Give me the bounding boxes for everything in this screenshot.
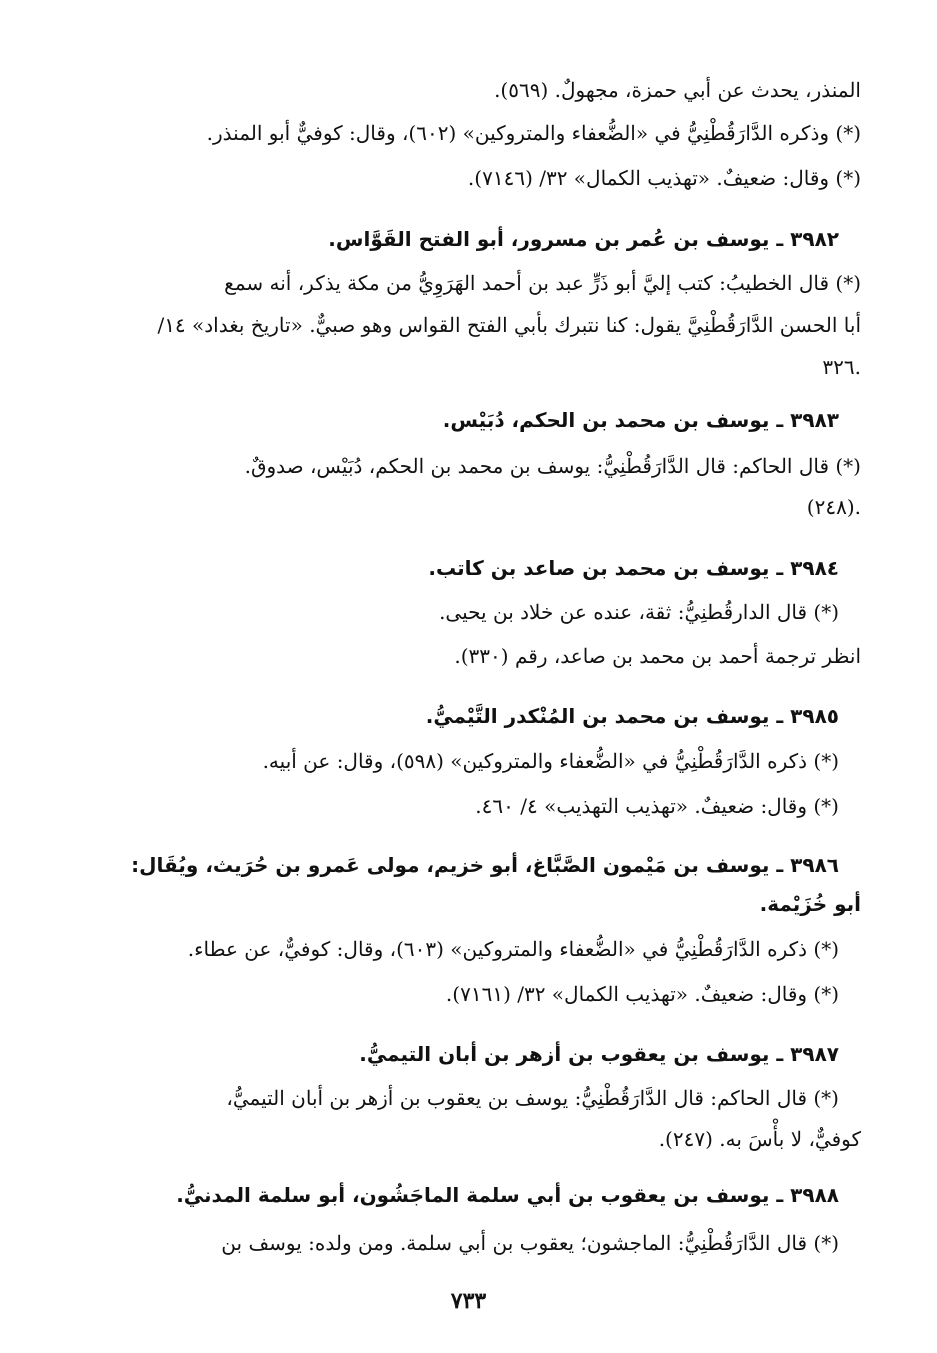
text-line: (*) وقال: ضعيفٌ. «تهذيب التهذيب» ٤/ ٤٦٠. — [475, 794, 839, 818]
text-line: (*) قال الحاكم: قال الدَّارَقُطْنِيُّ: يوسف بن محمد بن الحكم، دُبَيْس، صدوقٌ. — [244, 454, 861, 478]
text-line: (*) ذكره الدَّارَقُطْنِيُّ في «الضُّعفاء والمتروكين» (٥٩٨)، وقال: عن أبيه. — [262, 749, 839, 773]
entry-heading: أبو خُزَيْمة. — [759, 892, 861, 916]
text-line: (*) وقال: ضعيفٌ. «تهذيب الكمال» ٣٢/ (٧١٦١). — [445, 982, 839, 1006]
text-line: المنذر، يحدث عن أبي حمزة، مجهولٌ. (٥٦٩). — [494, 78, 861, 102]
text-line: (*) ذكره الدَّارَقُطْنِيُّ في «الضُّعفاء والمتروكين» (٦٠٣)، وقال: كوفيٌّ، عن عطاء. — [187, 937, 839, 961]
text-line: (*) وذكره الدَّارَقُطْنِيُّ في «الضُّعفاء والمتروكين» (٦٠٢)، وقال: كوفيٌّ أبو المنذر. — [206, 121, 861, 145]
entry-heading: ٣٩٨٢ ـ يوسف بن عُمر بن مسرور، أبو الفتح القَوَّاس. — [328, 227, 839, 251]
page-number: ٧٣٣ — [450, 1288, 487, 1314]
text-line: كوفيٌّ، لا بأْسَ به. (٢٤٧). — [658, 1127, 861, 1151]
text-line: (*) قال الدارقُطنِيُّ: ثقة، عنده عن خلاد بن يحيى. — [439, 600, 839, 624]
text-line: (٢٤٨). — [806, 495, 861, 519]
entry-heading: ٣٩٨٧ ـ يوسف بن يعقوب بن أزهر بن أبان التيميُّ. — [359, 1042, 839, 1066]
entry-heading: ٣٩٨٦ ـ يوسف بن مَيْمون الصَّبَّاغ، أبو خزيم، مولى عَمرو بن حُرَيث، ويُقَال: — [131, 853, 839, 877]
text-line: انظر ترجمة أحمد بن محمد بن صاعد، رقم (٣٣٠). — [454, 644, 861, 668]
entry-heading: ٣٩٨٥ ـ يوسف بن محمد بن المُنْكدر التَّيْميُّ. — [425, 704, 839, 728]
text-line: (*) قال الحاكم: قال الدَّارَقُطْنِيُّ: يوسف بن يعقوب بن أزهر بن أبان التيميُّ، — [226, 1086, 839, 1110]
entry-heading: ٣٩٨٣ ـ يوسف بن محمد بن الحكم، دُبَيْس. — [442, 408, 839, 432]
entry-heading: ٣٩٨٨ ـ يوسف بن يعقوب بن أبي سلمة الماجَشُون، أبو سلمة المدنيُّ. — [176, 1183, 839, 1207]
text-line: ٣٢٦. — [822, 355, 861, 379]
text-line: (*) قال الخطيبُ: كتب إليَّ أبو ذَرٍّ عبد بن أحمد الهَرَوِيُّ من مكة يذكر، أنه سمع — [224, 271, 861, 295]
entry-heading: ٣٩٨٤ ـ يوسف بن محمد بن صاعد بن كاتب. — [428, 556, 839, 580]
text-line: (*) قال الدَّارَقُطْنِيُّ: الماجشون؛ يعقوب بن أبي سلمة. ومن ولده: يوسف بن — [221, 1231, 839, 1255]
text-line: أبا الحسن الدَّارَقُطْنِيَّ يقول: كنا نتبرك بأبي الفتح القواس وهو صبيٌّ. «تاريخ بغداد» ١٤/ — [157, 313, 861, 337]
text-line: (*) وقال: ضعيفٌ. «تهذيب الكمال» ٣٢/ (٧١٤٦). — [467, 166, 861, 190]
